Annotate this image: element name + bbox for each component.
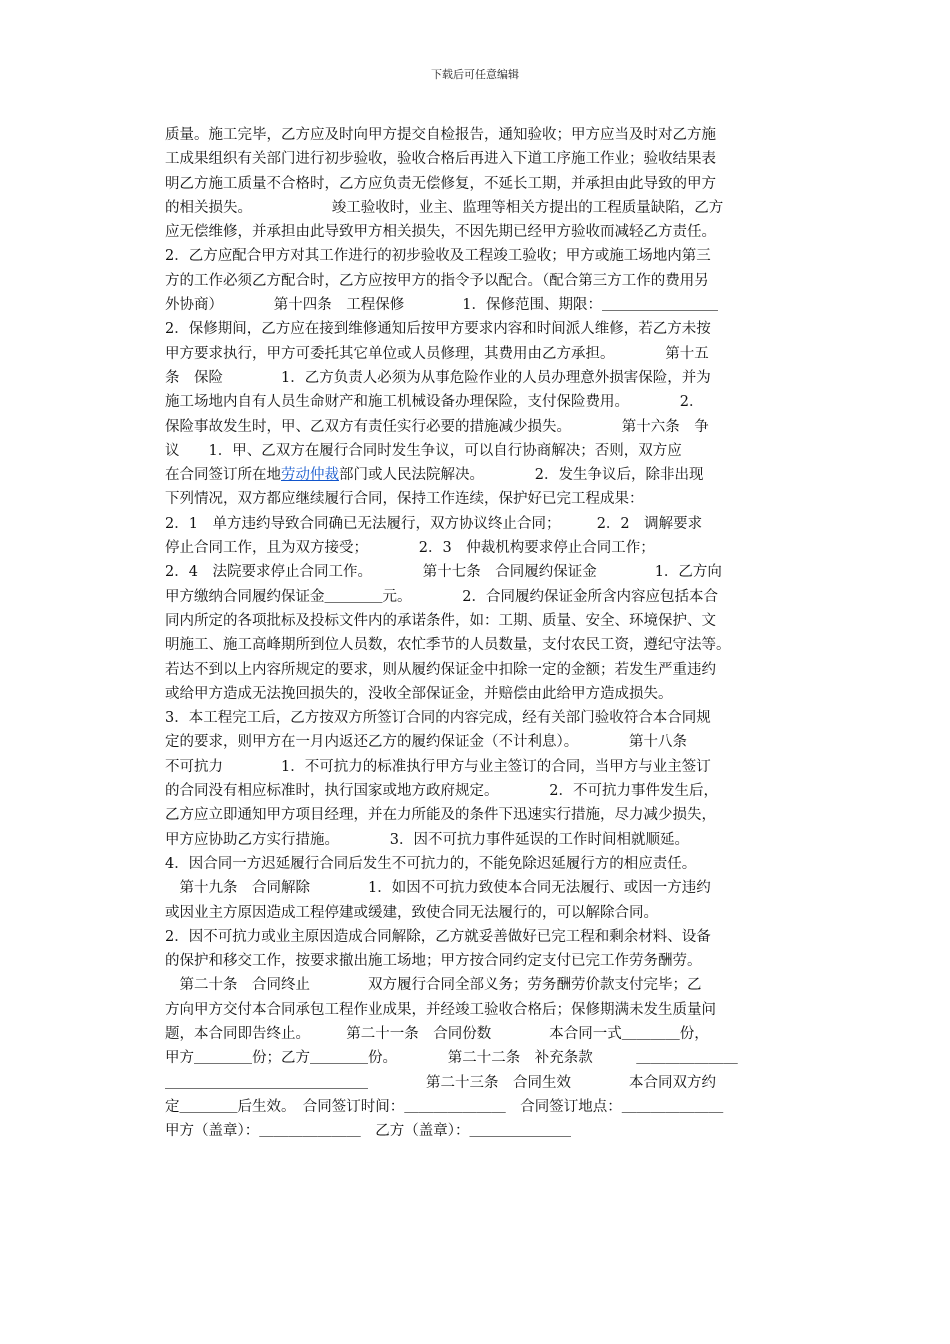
text-line: 定的要求，则甲方在一月内返还乙方的履约保证金（不计利息）。 第十八条 (165, 734, 687, 751)
text-line: 停止合同工作，且为双方接受； 2．3 仲裁机构要求停止合同工作； (165, 540, 655, 557)
text-line: 甲方要求执行，甲方可委托其它单位或人员修理，其费用由乙方承担。 第十五 (165, 345, 709, 362)
text-line: 2．因不可抗力或业主原因造成合同解除，乙方就妥善做好已完工程和剩余材料、设备 (165, 928, 711, 945)
text-line: 议 1．甲、乙双方在履行合同时发生争议，可以自行协商解决；否则，双方应 (165, 442, 682, 459)
text-segment: 部门或人民法院解决。 2．发生争议后，除非出现 (339, 467, 704, 484)
text-line: 质量。施工完毕，乙方应及时向甲方提交自检报告，通知验收；甲方应当及时对乙方施 (165, 127, 716, 143)
text-line: 的合同没有相应标准时，执行国家或地方政府规定。 2．不可抗力事件发生后， (165, 783, 718, 800)
text-line: 第二十条 合同终止 双方履行合同全部义务；劳务酬劳价款支付完毕；乙 (165, 977, 702, 994)
text-line: 应无偿维修，并承担由此导致甲方相关损失，不因先期已经甲方验收而减轻乙方责任。 (165, 224, 716, 241)
text-line: 甲方缴纳合同履约保证金＿＿＿＿元。 2．合同履约保证金所含内容应包括本合 (165, 588, 718, 605)
labor-arbitration-link[interactable]: 劳动仲裁 (281, 467, 339, 484)
text-line: 的保护和移交工作，按要求撤出施工场地；甲方按合同约定支付已完工作劳务酬劳。 (165, 953, 702, 970)
page-header: 下载后可任意编辑 (431, 68, 519, 81)
text-line: 甲方应协助乙方实行措施。 3．因不可抗力事件延误的工作时间相就顺延。 (165, 831, 689, 848)
text-line: 明乙方施工质量不合格时，乙方应负责无偿修复，不延长工期，并承担由此导致的甲方 (165, 175, 716, 192)
text-line: 3．本工程完工后，乙方按双方所签订合同的内容完成，经有关部门验收符合本合同规 (165, 710, 711, 727)
text-line: 2．乙方应配合甲方对其工作进行的初步验收及工程竣工验收；甲方或施工场地内第三 (165, 248, 711, 265)
text-line: 施工场地内自有人员生命财产和施工机械设备办理保险，支付保险费用。 2． (165, 394, 704, 411)
text-line: 不可抗力 1．不可抗力的标准执行甲方与业主签订的合同，当甲方与业主签订 (165, 758, 711, 775)
text-line-with-link (165, 463, 805, 487)
text-line: 2．1 单方违约导致合同确已无法履行，双方协议终止合同； 2．2 调解要求 (165, 515, 703, 532)
document-body (165, 123, 805, 1143)
text-line: 的相关损失。 竣工验收时，业主、监理等相关方提出的工程质量缺陷，乙方 (165, 199, 724, 216)
text-line: 第十九条 合同解除 1．如因不可抗力致使本合同无法履行、或因一方违约 (165, 880, 711, 897)
text-line: 2．4 法院要求停止合同工作。 第十七条 合同履约保证金 1．乙方向 (165, 564, 722, 581)
text-line: 甲方（盖章）：＿＿＿＿＿＿＿ 乙方（盖章）：＿＿＿＿＿＿＿ (165, 1123, 571, 1140)
text-line: 乙方应立即通知甲方项目经理，并在力所能及的条件下迅速实行措施，尽力减少损失， (165, 807, 716, 824)
text-line: 4．因合同一方迟延履行合同后发生不可抗力的，不能免除迟延履行方的相应责任。 (165, 855, 697, 872)
text-line: 同内所定的各项批标及投标文件内的承诺条件，如：工期、质量、安全、环境保护、文 (165, 612, 716, 629)
text-line: 条 保险 1．乙方负责人必须为从事危险作业的人员办理意外损害保险，并为 (165, 369, 711, 386)
text-line: 若达不到以上内容所规定的要求，则从履约保证金中扣除一定的金额；若发生严重违约 (165, 661, 716, 678)
text-line: 明施工、施工高峰期所到位人员数，农忙季节的人员数量，支付农民工资，遵纪守法等。 (165, 637, 731, 654)
text-line: 下列情况，双方都应继续履行合同，保持工作连续，保护好已完工程成果： (165, 491, 644, 508)
text-line: 工成果组织有关部门进行初步验收，验收合格后再进入下道工序施工作业；验收结果表 (165, 151, 716, 168)
text-line: 保险事故发生时，甲、乙双方有责任实行必要的措施减少损失。 第十六条 争 (165, 418, 709, 435)
text-line: ＿＿＿＿＿＿＿＿＿＿＿＿＿＿ 第二十三条 合同生效 本合同双方约 (165, 1074, 716, 1091)
text-line: 方向甲方交付本合同承包工程作业成果，并经竣工验收合格后；保修期满未发生质量问 (165, 1001, 716, 1018)
text-segment: 在合同签订所在地 (165, 467, 281, 484)
text-line: 题，本合同即告终止。 第二十一条 合同份数 本合同一式＿＿＿＿份， (165, 1025, 709, 1042)
text-line: 或给甲方造成无法挽回损失的，没收全部保证金，并赔偿由此给甲方造成损失。 (165, 685, 673, 702)
text-line: 方的工作必须乙方配合时，乙方应按甲方的指令予以配合。（配合第三方工作的费用另 (165, 272, 709, 289)
text-line: 甲方＿＿＿＿份；乙方＿＿＿＿份。 第二十二条 补充条款 ＿＿＿＿＿＿＿ (165, 1050, 738, 1067)
text-line: 外协商） 第十四条 工程保修 1．保修范围、期限：＿＿＿＿＿＿＿＿ (165, 297, 718, 314)
text-line: 或因业主方原因造成工程停建或缓建，致使合同无法履行的，可以解除合同。 (165, 904, 658, 921)
text-line: 2．保修期间，乙方应在接到维修通知后按甲方要求内容和时间派人维修，若乙方未按 (165, 321, 711, 338)
text-line: 定＿＿＿＿后生效。 合同签订时间：＿＿＿＿＿＿＿ 合同签订地点：＿＿＿＿＿＿＿ (165, 1098, 724, 1115)
